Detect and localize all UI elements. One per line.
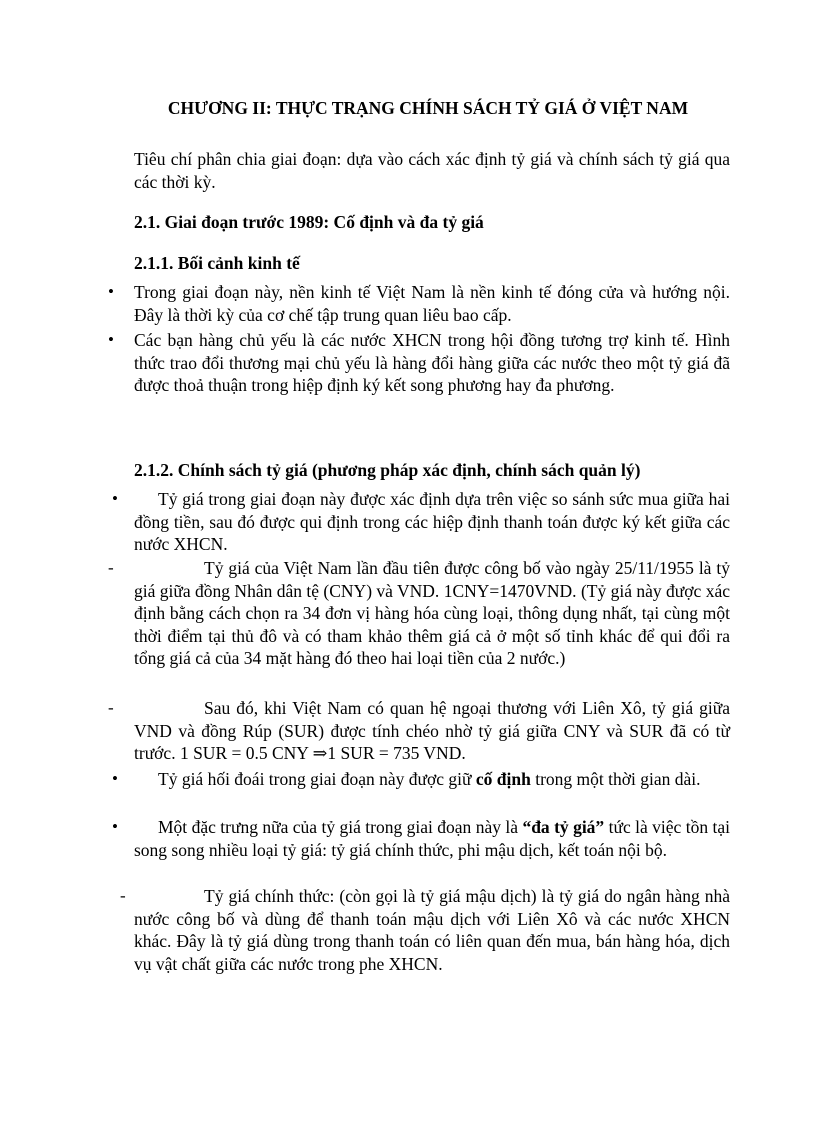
list-item-text: Tỷ giá của Việt Nam lần đầu tiên được công bố vào ngày 25/11/1955 là tỷ giá giữa đồng Nhân dân tệ (CNY) và VND. 1CNY=1470VND. (Tỷ giá này được xác định bằng cách chọn ra 34 đơn vị hàng hóa cùng loại, thông dụng nhất, tại cùng một thời điểm tại thủ đô và có tham khảo thêm giá cả ở một số tỉnh khác để qui đổi ra tổng giá cả của 34 mặt hàng đó theo hai loại tiền của 2 nước.) [134, 558, 730, 668]
bullet-icon: • [112, 769, 118, 788]
list-item-text: Trong giai đoạn này, nền kinh tế Việt Nam là nền kinh tế đóng cửa và hướng nội. Đây là thời kỳ của cơ chế tập trung quan liêu bao cấp. [134, 282, 730, 325]
section-heading-2-1-1: 2.1.1. Bối cảnh kinh tế [134, 253, 300, 273]
list-item-text: Sau đó, khi Việt Nam có quan hệ ngoại thương với Liên Xô, tỷ giá giữa VND và đồng Rúp (SUR) được tính chéo nhờ tỷ giá giữa CNY và SUR đã có từ trước. 1 SUR = 0.5 CNY ⇒1 SUR = 735 VND. [134, 698, 730, 763]
section-heading-2-1: 2.1. Giai đoạn trước 1989: Cố định và đa tỷ giá [134, 212, 484, 232]
list-item-text: Các bạn hàng chủ yếu là các nước XHCN trong hội đồng tương trợ kinh tế. Hình thức trao đổi thương mại chủ yếu là hàng đổi hàng giữa các nước theo một tỷ giá đã được thoả thuận trong hiệp định ký kết song phương hay đa phương. [134, 330, 730, 395]
emphasis-text: cố định [475, 769, 531, 789]
chapter-title: CHƯƠNG II: THỰC TRẠNG CHÍNH SÁCH TỶ GIÁ Ở VIỆT NAM [167, 98, 689, 118]
list-item-text: Tỷ giá chính thức: (còn gọi là tỷ giá mậu dịch) là tỷ giá do ngân hàng nhà nước công bố và dùng để thanh toán mậu dịch với Liên Xô và các nước XHCN khác. Đây là tỷ giá dùng trong thanh toán có liên quan đến mua, bán hàng hóa, dịch vụ vật chất giữa các nước trong phe XHCN. [134, 886, 730, 974]
dash-icon: - [120, 886, 126, 905]
bullet-icon: • [108, 330, 114, 349]
section-heading-2-1-2: 2.1.2. Chính sách tỷ giá (phương pháp xác định, chính sách quản lý) [134, 460, 641, 480]
bullet-icon: • [108, 282, 114, 301]
list-item-text: Một đặc trưng nữa của tỷ giá trong giai đoạn này là “đa tỷ giá” tức là việc tồn tại song song nhiều loại tỷ giá: tỷ giá chính thức, phi mậu dịch, kết toán nội bộ. [134, 817, 730, 860]
list-item-text: Tỷ giá hối đoái trong giai đoạn này được giữ cố định trong một thời gian dài. [158, 769, 701, 789]
dash-icon: - [108, 558, 114, 577]
bullet-icon: • [112, 489, 118, 508]
bullet-icon: • [112, 817, 118, 836]
dash-icon: - [108, 698, 114, 717]
intro-paragraph: Tiêu chí phân chia giai đoạn: dựa vào cách xác định tỷ giá và chính sách tỷ giá qua các thời kỳ. [134, 149, 730, 192]
emphasis-text: “đa tỷ giá” [522, 817, 605, 837]
list-item-text: Tỷ giá trong giai đoạn này được xác định dựa trên việc so sánh sức mua giữa hai đồng tiền, sau đó được qui định trong các hiệp định thanh toán được ký kết giữa các nước XHCN. [134, 489, 730, 554]
